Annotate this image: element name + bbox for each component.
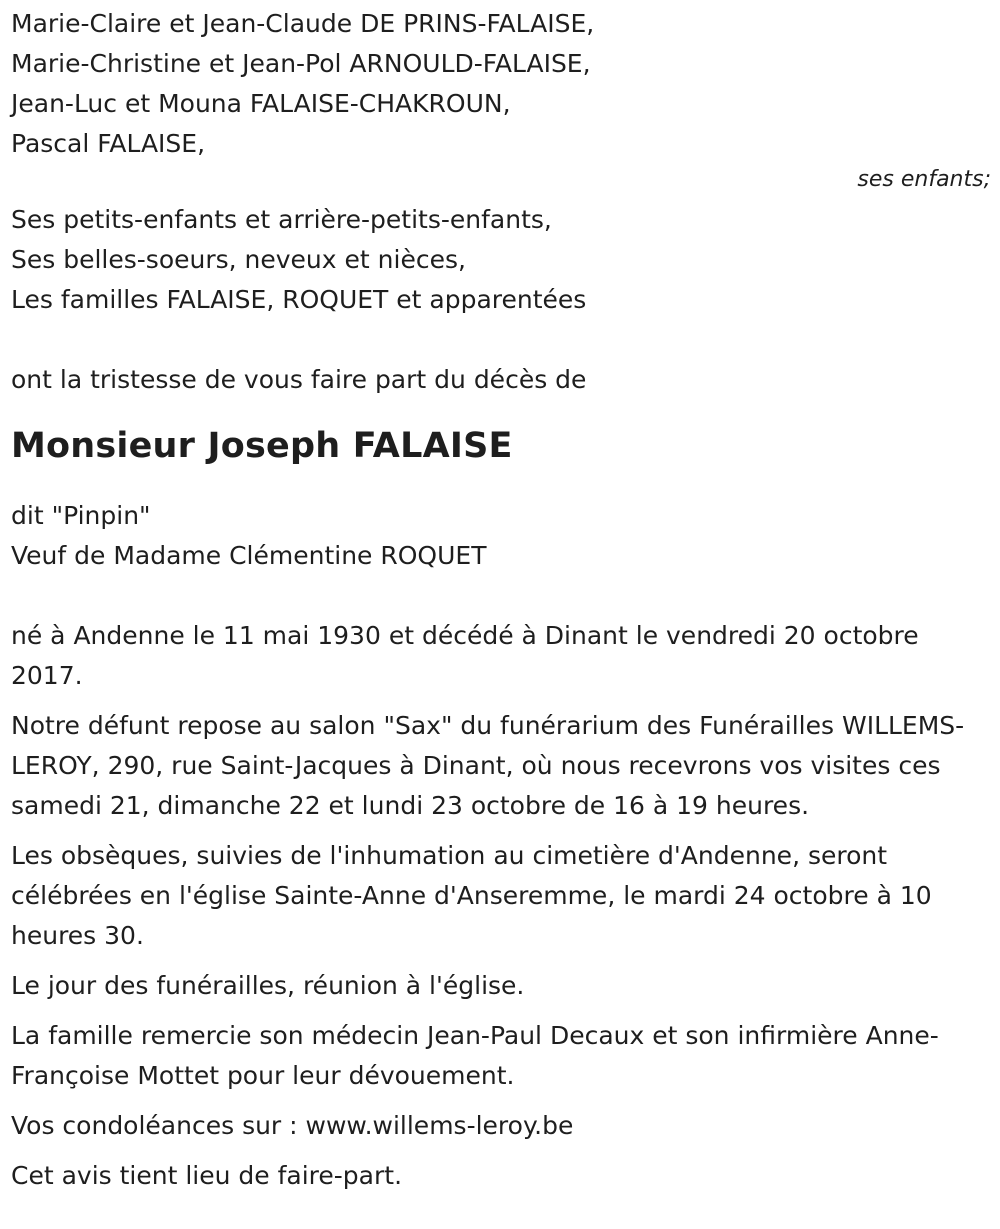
child-couple-2: Marie-Christine et Jean-Pol ARNOULD-FALAISE, — [11, 49, 591, 78]
child-couple-1: Marie-Claire et Jean-Claude DE PRINS-FALAISE, — [11, 9, 595, 38]
relatives-families: Les familles FALAISE, ROQUET et apparentées — [11, 285, 587, 314]
relatives-list — [11, 200, 993, 320]
birth-death-paragraph: né à Andenne le 11 mai 1930 et décédé à Dinant le vendredi 20 octobre 2017. — [11, 621, 919, 690]
condolences-paragraph: Vos condoléances sur : www.willems-leroy.be — [11, 1111, 574, 1140]
death-notice — [11, 4, 993, 1196]
child-couple-3: Jean-Luc et Mouna FALAISE-CHAKROUN, — [11, 89, 511, 118]
meeting-paragraph: Le jour des funérailles, réunion à l'église. — [11, 971, 525, 1000]
widower-of: Veuf de Madame Clémentine ROQUET — [11, 541, 487, 570]
closing-paragraph: Cet avis tient lieu de faire-part. — [11, 1161, 403, 1190]
visitation-paragraph: Notre défunt repose au salon "Sax" du funérarium des Funérailles WILLEMS-LEROY, 290, rue Saint-Jacques à Dinant, où nous recevrons vos visites ces samedi 21, dimanche 22 et lundi 23 octobre de 16 à 19 heures. — [11, 711, 965, 820]
nickname: dit "Pinpin" — [11, 501, 151, 530]
announcement-text: ont la tristesse de vous faire part du décès de — [11, 365, 587, 394]
relatives-in-laws: Ses belles-soeurs, neveux et nièces, — [11, 245, 466, 274]
children-list — [11, 4, 993, 164]
deceased-name: Monsieur Joseph FALAISE — [11, 426, 513, 466]
child-4: Pascal FALAISE, — [11, 129, 206, 158]
funeral-paragraph: Les obsèques, suivies de l'inhumation au cimetière d'Andenne, seront célébrées en l'église Sainte-Anne d'Anseremme, le mardi 24 octobre à 10 heures 30. — [11, 841, 932, 950]
children-role-label: ses enfants; — [857, 167, 991, 192]
relatives-grandchildren: Ses petits-enfants et arrière-petits-enfants, — [11, 205, 552, 234]
thanks-paragraph: La famille remercie son médecin Jean-Paul Decaux et son infirmière Anne-Françoise Mottet pour leur dévouement. — [11, 1021, 939, 1090]
